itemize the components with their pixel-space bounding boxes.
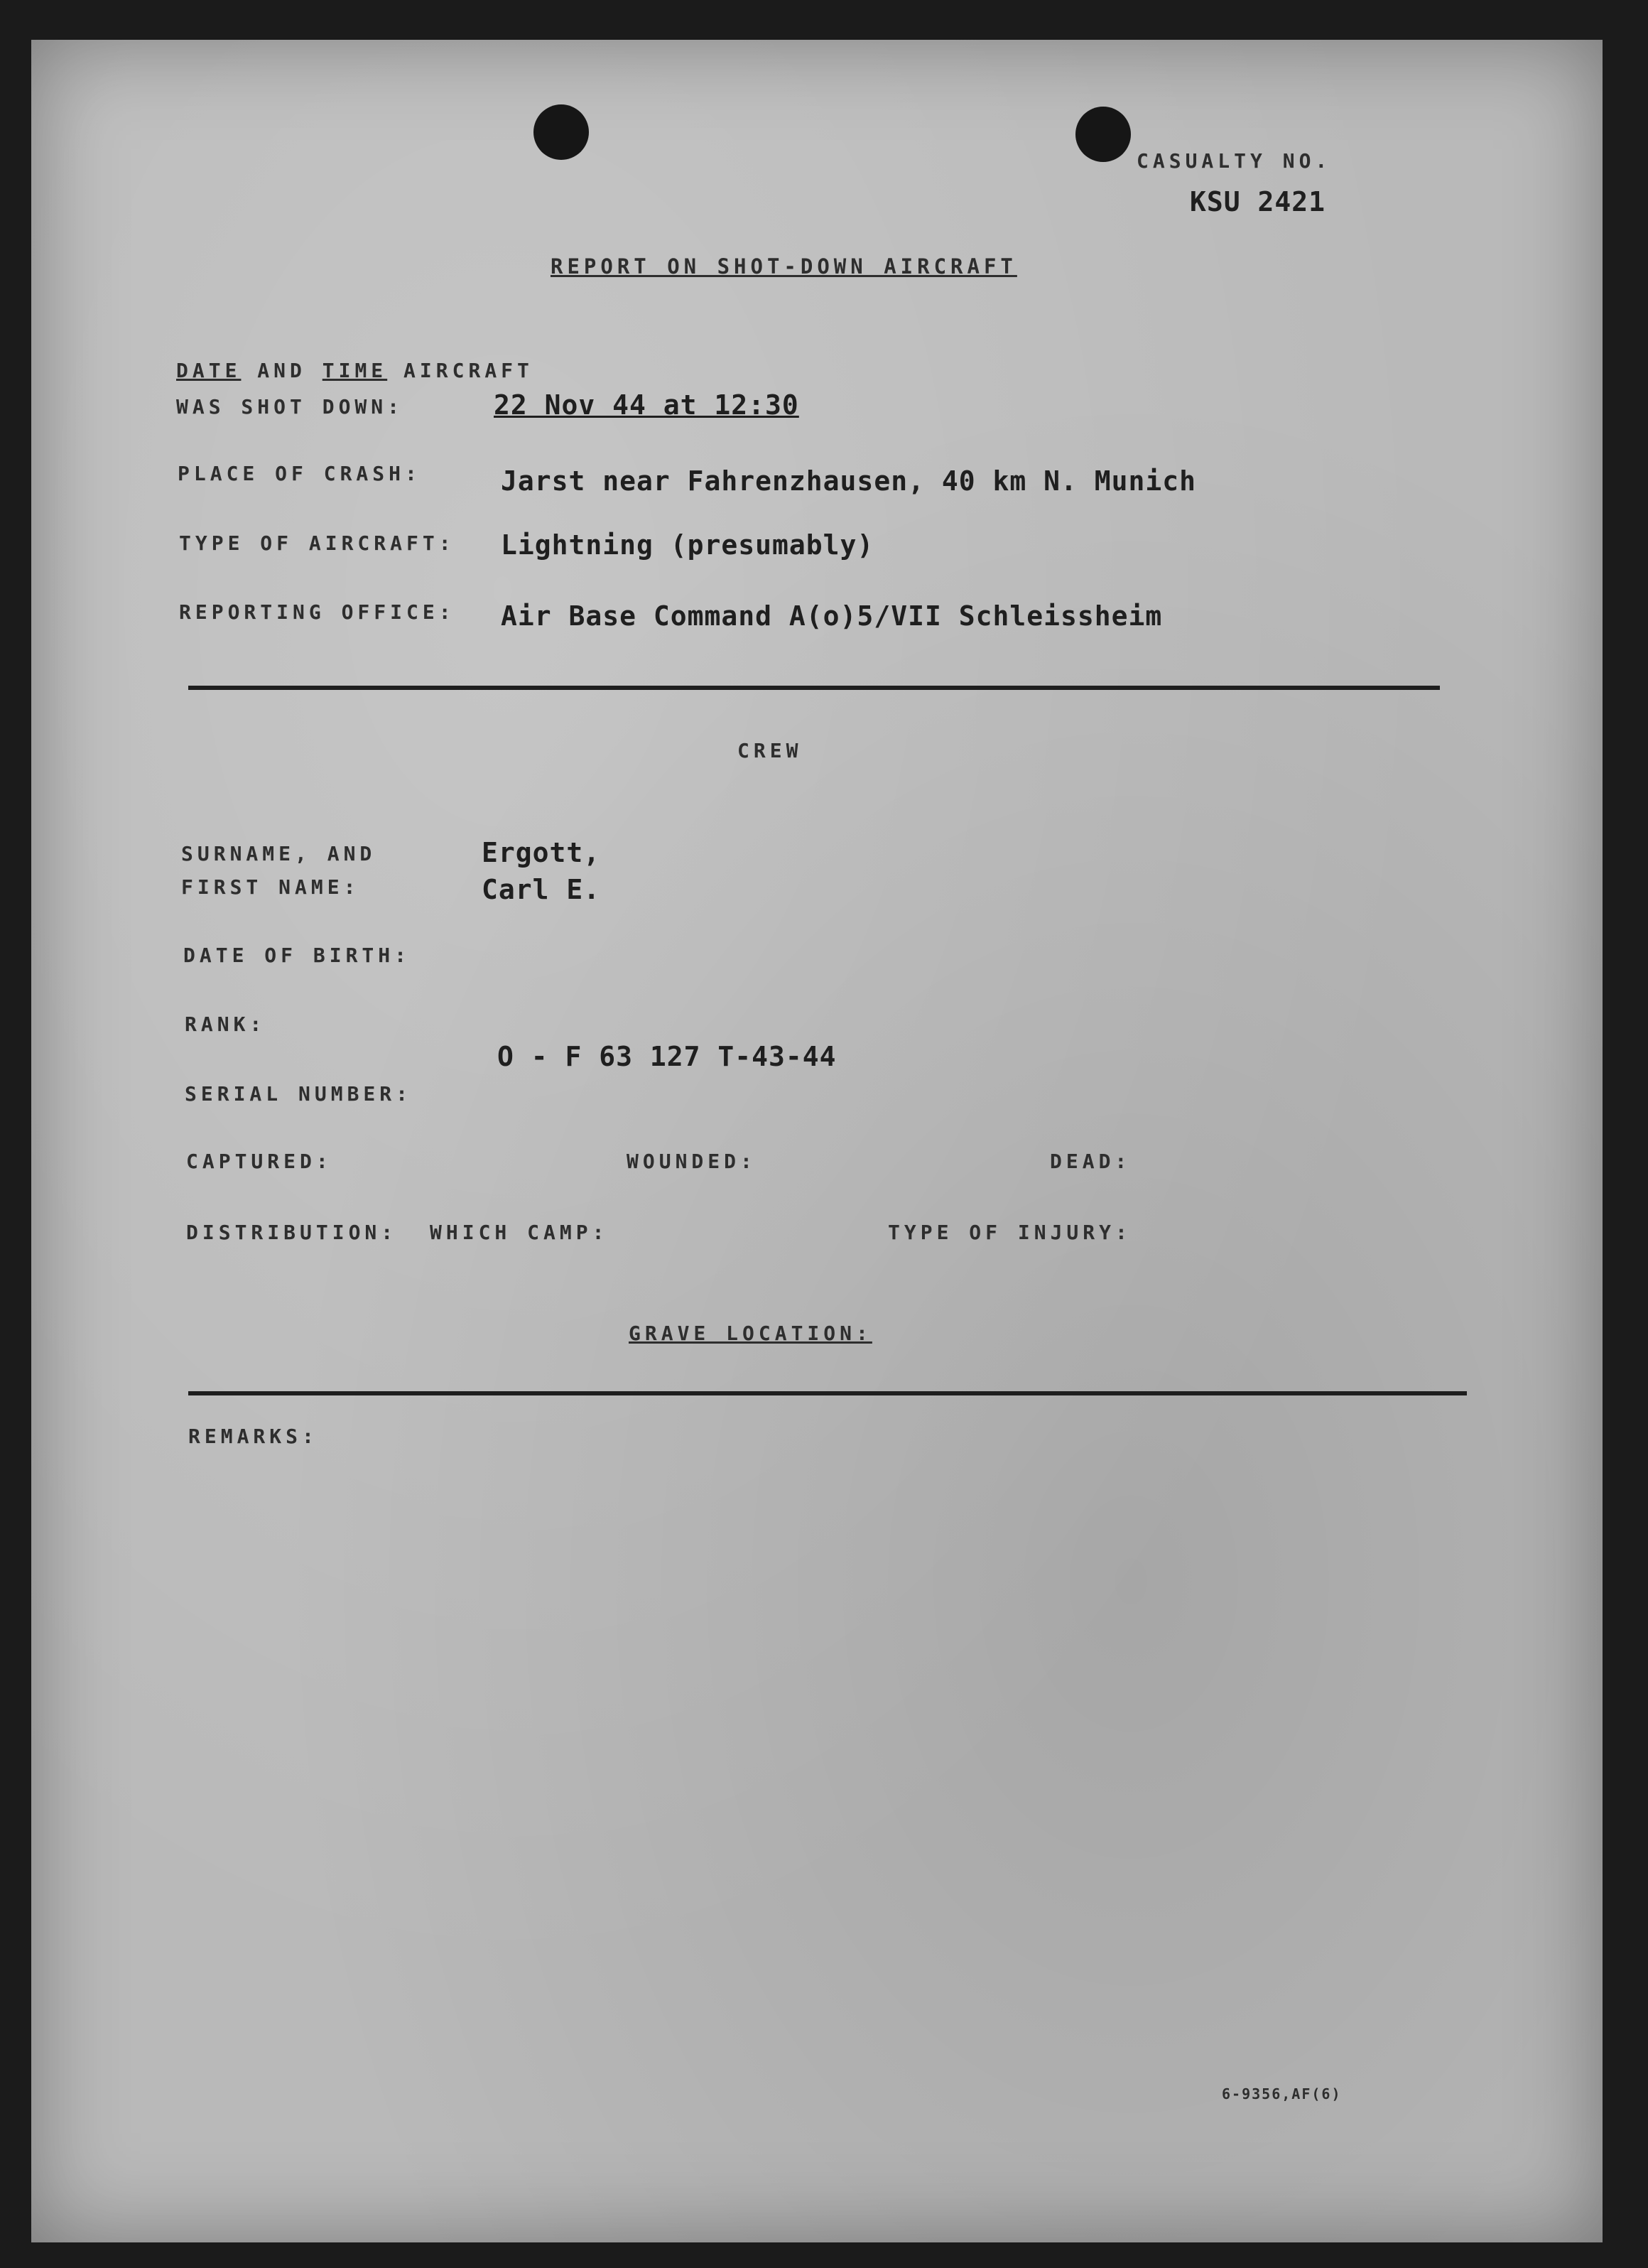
datetime-label-aircraft: AIRCRAFT — [403, 359, 533, 382]
punch-hole-right — [1075, 107, 1131, 162]
type-of-aircraft-label: TYPE OF AIRCRAFT: — [179, 531, 455, 555]
wounded-label: WOUNDED: — [627, 1150, 757, 1173]
remarks-label: REMARKS: — [188, 1425, 318, 1448]
reporting-office-value: Air Base Command A(o)5/VII Schleissheim — [501, 600, 1163, 632]
type-of-injury-label: TYPE OF INJURY: — [888, 1221, 1132, 1244]
document-title: REPORT ON SHOT-DOWN AIRCRAFT — [551, 254, 1017, 279]
serial-number-label: SERIAL NUMBER: — [185, 1082, 413, 1106]
datetime-value: 22 Nov 44 at 12:30 — [494, 389, 799, 421]
date-of-birth-label: DATE OF BIRTH: — [183, 944, 411, 967]
datetime-label-line-2: WAS SHOT DOWN: — [176, 395, 404, 418]
punch-hole-left — [533, 104, 589, 160]
surname-label-line-1: SURNAME, AND — [181, 842, 376, 865]
place-of-crash-label: PLACE OF CRASH: — [178, 462, 421, 485]
distribution-label: DISTRIBUTION: — [186, 1221, 398, 1244]
place-of-crash-value: Jarst near Fahrenzhausen, 40 km N. Munich — [501, 465, 1196, 497]
type-of-aircraft-value: Lightning (presumably) — [501, 529, 874, 561]
dead-label: DEAD: — [1050, 1150, 1132, 1173]
serial-number-value: O - F 63 127 T-43-44 — [497, 1041, 837, 1072]
divider-bottom — [188, 1391, 1467, 1395]
datetime-label-time: TIME — [322, 359, 388, 382]
datetime-label-and: AND — [257, 359, 306, 382]
form-code: 6-9356,AF(6) — [1222, 2085, 1342, 2102]
datetime-label-date: DATE — [176, 359, 242, 382]
crew-heading: CREW — [737, 739, 803, 762]
captured-label: CAPTURED: — [186, 1150, 332, 1173]
surname-label-line-2: FIRST NAME: — [181, 875, 360, 899]
which-camp-label: WHICH CAMP: — [430, 1221, 609, 1244]
first-name-value: Carl E. — [482, 874, 601, 905]
divider-top — [188, 686, 1440, 690]
casualty-no-value: KSU 2421 — [1190, 186, 1326, 217]
rank-label: RANK: — [185, 1012, 266, 1036]
surname-value: Ergott, — [482, 837, 601, 868]
datetime-label — [176, 359, 533, 382]
reporting-office-label: REPORTING OFFICE: — [179, 600, 455, 624]
casualty-no-label: CASUALTY NO. — [1137, 149, 1332, 173]
grave-location-label: GRAVE LOCATION: — [629, 1322, 872, 1345]
